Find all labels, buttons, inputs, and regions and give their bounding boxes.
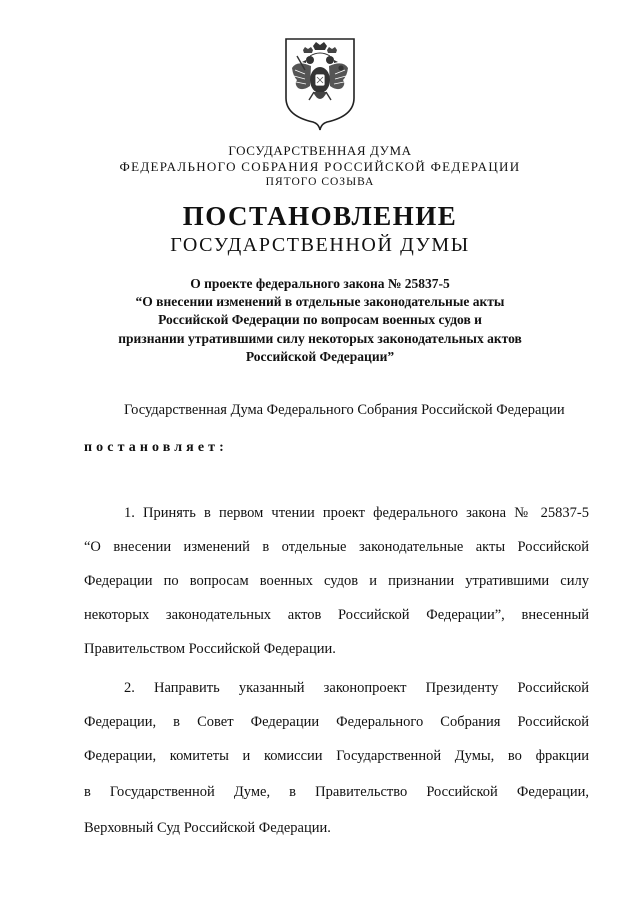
paragraph-line: “О внесении изменений в отдельные законодательные акты Российской — [84, 539, 589, 555]
subject-line: О проекте федерального закона № 25837-5 — [190, 276, 450, 291]
document-subject — [0, 275, 640, 366]
paragraph-line: Федерации по вопросам военных судов и признании утратившими силу — [84, 573, 589, 589]
header-line-federal-assembly: ФЕДЕРАЛЬНОГО СОБРАНИЯ РОССИЙСКОЙ ФЕДЕРАЦИИ — [119, 159, 521, 174]
paragraph-line: Верховный Суд Российской Федерации. — [84, 820, 331, 836]
document-title: ПОСТАНОВЛЕНИЕ — [182, 201, 458, 231]
paragraph-line: некоторых законодательных актов Российской Федерации”, внесенный — [84, 607, 589, 623]
subject-line: Российской Федерации по вопросам военных судов и — [158, 312, 482, 328]
decree-word: постановляет: — [84, 440, 228, 455]
paragraph-line: в Государственной Думе, в Правительство Российской Федерации, — [84, 784, 589, 800]
paragraph-line: 1. Принять в первом чтении проект федерального закона № 25837-5 — [124, 505, 589, 521]
header-line-duma: ГОСУДАРСТВЕННАЯ ДУМА — [228, 143, 412, 158]
document-subtitle: ГОСУДАРСТВЕННОЙ ДУМЫ — [170, 234, 470, 256]
paragraph-line: Федерации, в Совет Федерации Федерального Собрания Российской — [84, 714, 589, 730]
header-line-convocation: ПЯТОГО СОЗЫВА — [265, 176, 375, 188]
paragraph-line: Федерации, комитеты и комиссии Государственной Думы, во фракции — [84, 748, 589, 764]
subject-line: “О внесении изменений в отдельные законодательные акты — [135, 294, 505, 310]
preamble: Государственная Дума Федерального Собрания Российской Федерации — [124, 402, 565, 418]
paragraph-line: 2. Направить указанный законопроект Президенту Российской — [124, 680, 589, 696]
subject-line: признании утратившими силу некоторых законодательных актов — [118, 330, 522, 346]
paragraph-line: Правительством Российской Федерации. — [84, 641, 336, 657]
coat-of-arms-emblem — [283, 36, 357, 132]
subject-line: Российской Федерации” — [245, 348, 395, 364]
